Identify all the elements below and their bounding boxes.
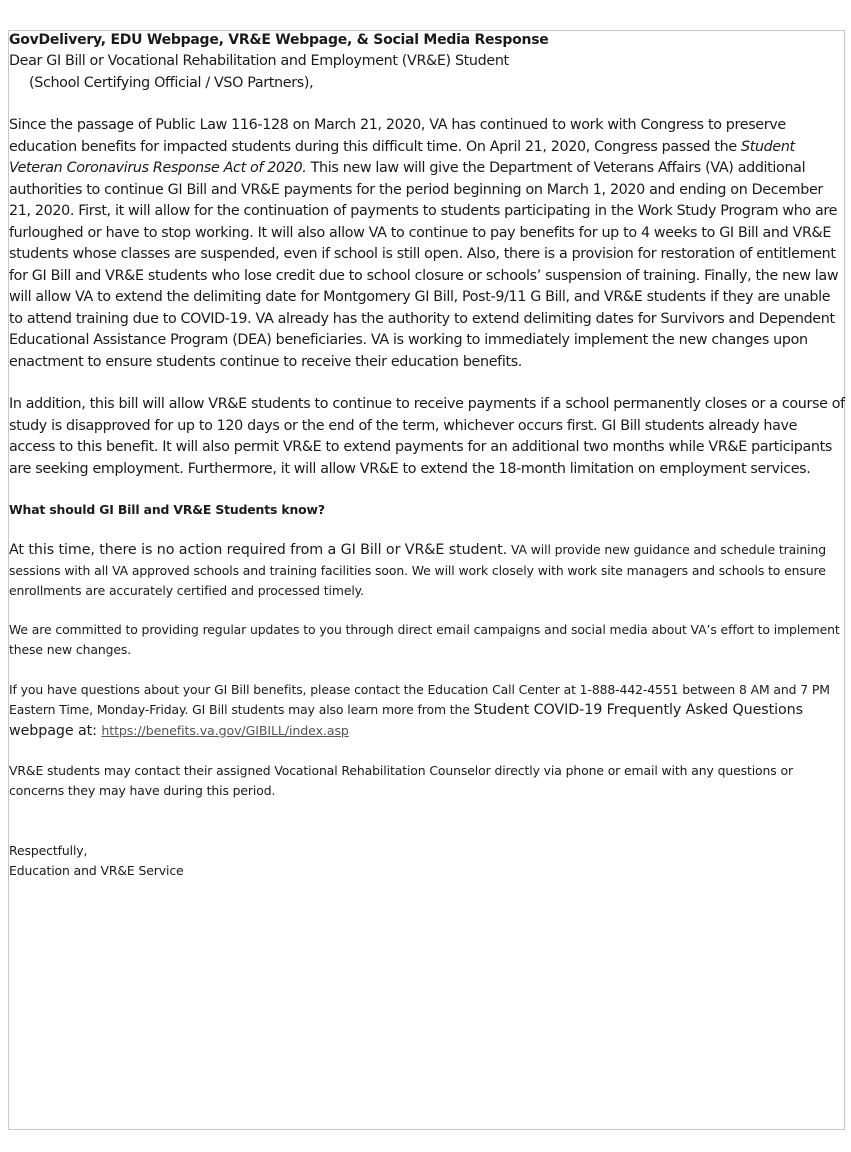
gibill-link[interactable]: https://benefits.va.gov/GIBILL/index.asp xyxy=(101,722,349,738)
salutation-line-2: (School Certifying Official / VSO Partners), xyxy=(29,74,314,91)
paragraph-vre-counselor: VR&E students may contact their assigned Vocational Rehabilitation Counselor directly via phone or email with any questions or concerns they may have during this period. xyxy=(9,763,793,799)
questions-faq: Student COVID-19 Frequently Asked Questions webpage at: xyxy=(9,701,803,739)
no-action-lead: At this time, there is no action required from a GI Bill or VR&E student. xyxy=(9,542,508,558)
signature: Education and VR&E Service xyxy=(9,862,184,878)
paragraph-new-law-part-b: This new law will give the Department of Veterans Affairs (VA) additional authorities to continue GI Bill and VR&E payments for the period beginning on March 1, 2020 and ending on December 21, 2020. First, it will allow for the continuation of payments to students participating in the Work Study Program who are furloughed or have to stop working. It will also allow VA to continue to pay benefits for up to 4 weeks to GI Bill and VR&E students whose classes are suspended, even if school is still open. Also, there is a provision for restoration of entitlement for GI Bill and VR&E students who lose credit due to school closure or schools’ suspension of training. Finally, the new law will allow VA to extend the delimiting date for Montgomery GI Bill, Post-9/11 G Bill, and VR&E students if they are unable to attend training due to COVID-19. VA already has the authority to extend delimiting dates for Survivors and Dependent Educational Assistance Program (DEA) beneficiaries. VA is working to immediately implement the new changes upon enactment to ensure students continue to receive their education benefits. xyxy=(9,160,839,370)
closing: Respectfully, xyxy=(9,842,88,858)
paragraph-new-law xyxy=(9,115,845,373)
paragraph-new-law-part-a: Since the passage of Public Law 116-128 on March 21, 2020, VA has continued to work with Congress to preserve education benefits for impacted students during this difficult time. On April 21, 2020, Congress passed the xyxy=(9,117,786,155)
paragraph-updates: We are committed to providing regular updates to you through direct email campaigns and social media about VA’s effort to implement these new changes. xyxy=(9,622,840,658)
letter-body xyxy=(9,30,845,881)
paragraph-questions xyxy=(9,680,845,741)
questions-call-center: If you have questions about your GI Bill benefits, please contact the Education Call Center at 1-888-442-4551 between 8 AM and 7 PM Eastern Time, Monday-Friday. GI Bill students may also learn more from the xyxy=(9,681,830,717)
students-subheading: What should GI Bill and VR&E Students know? xyxy=(9,502,325,517)
paragraph-no-action xyxy=(9,540,845,600)
no-action-rest: VA will provide new guidance and schedule training sessions with all VA approved schools and training facilities soon. We will work closely with work site managers and schools to ensure enrollments are accurately certified and processed timely. xyxy=(9,542,827,598)
letter-heading: GovDelivery, EDU Webpage, VR&E Webpage, & Social Media Response xyxy=(9,32,549,48)
salutation-line-1: Dear GI Bill or Vocational Rehabilitation and Employment (VR&E) Student xyxy=(9,53,509,69)
paragraph-vre-payments: In addition, this bill will allow VR&E students to continue to receive payments if a school permanently closes or a course of study is disapproved for up to 120 days or the end of the term, whichever occurs first. GI Bill students already have access to this benefit. It will also permit VR&E to extend payments for an additional two months while VR&E participants are seeking employment. Furthermore, it will allow VR&E to extend the 18-month limitation on employment services. xyxy=(9,396,845,477)
act-name: Student Veteran Coronavirus Response Act of 2020. xyxy=(9,138,795,176)
